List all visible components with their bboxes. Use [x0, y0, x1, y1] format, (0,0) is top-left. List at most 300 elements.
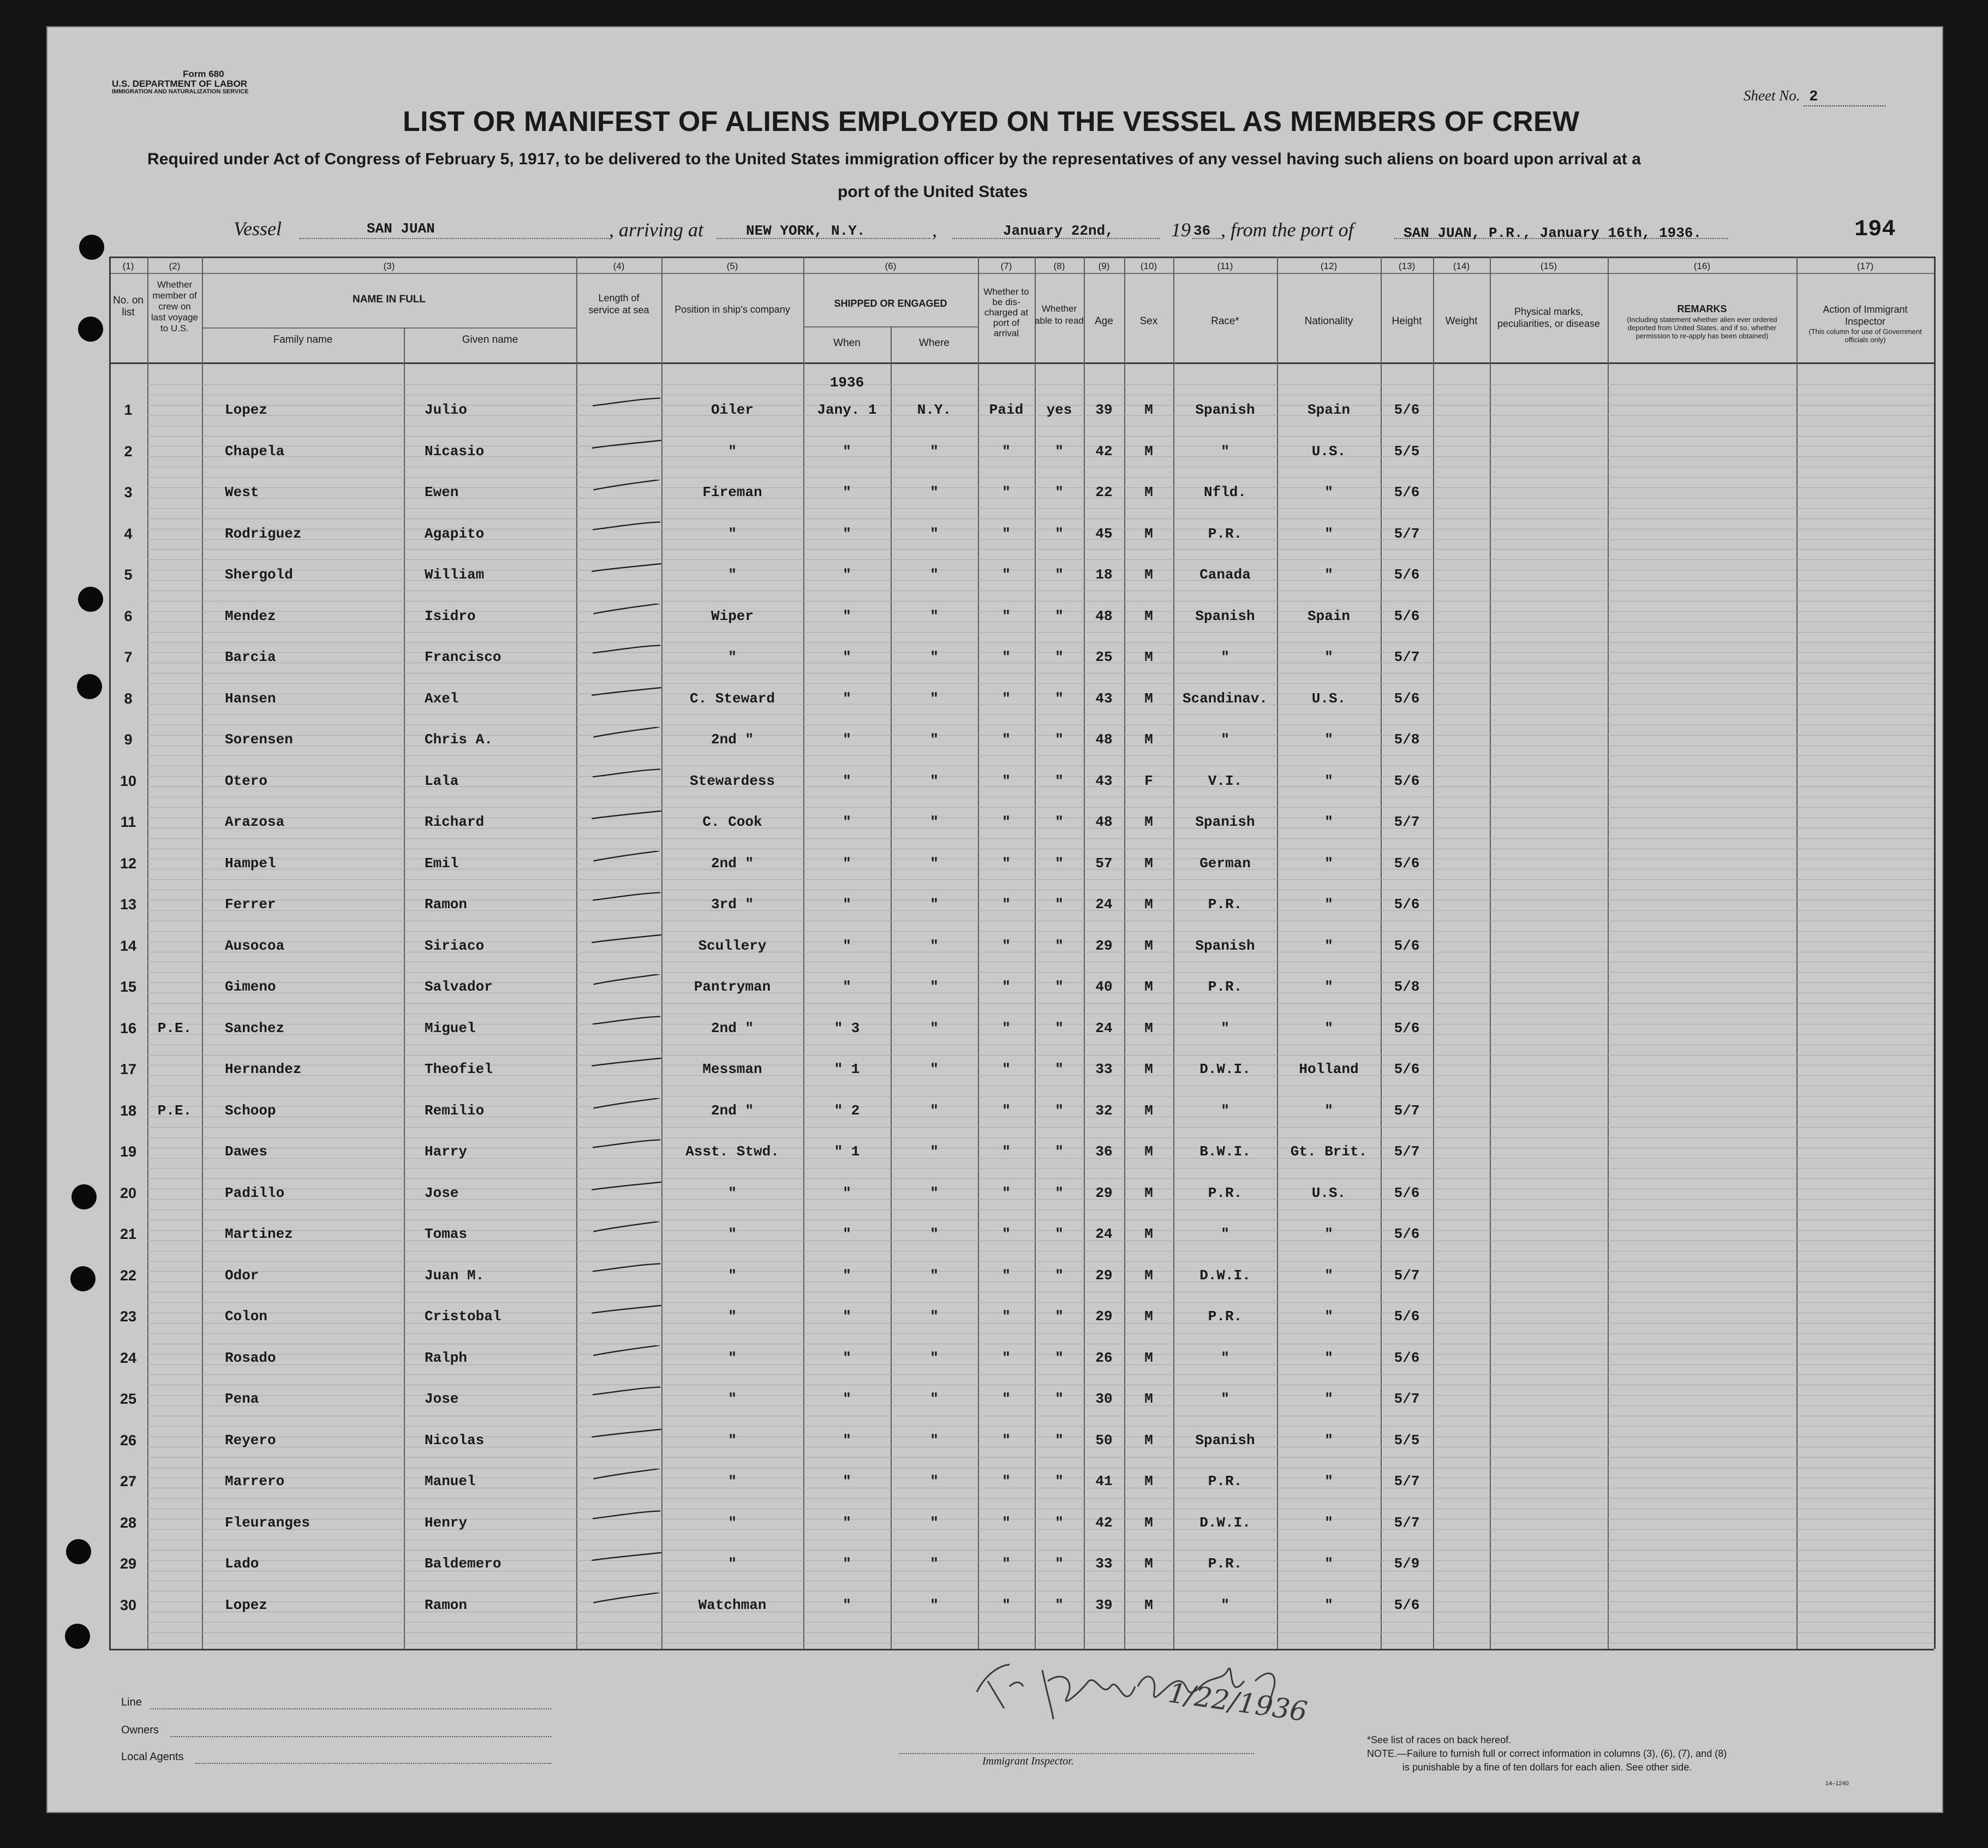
when-cell: ": [843, 484, 851, 500]
sex-cell: M: [1144, 567, 1153, 583]
when-cell: ": [843, 525, 851, 542]
col-number: (5): [726, 261, 738, 271]
read-cell: ": [1055, 1555, 1064, 1572]
when-cell: " 1: [834, 1143, 860, 1160]
sex-cell: M: [1144, 937, 1153, 954]
ruled-line: [147, 807, 1934, 808]
service-check-mark: [577, 809, 676, 824]
age-cell: 48: [1095, 731, 1113, 748]
nationality-cell: ": [1324, 1473, 1333, 1489]
sex-cell: M: [1144, 1267, 1153, 1284]
sex-cell: M: [1144, 1555, 1153, 1572]
age-cell: 32: [1095, 1102, 1113, 1119]
family-name-cell: Hampel: [225, 855, 276, 872]
from-port-label: , from the port of: [1221, 219, 1354, 241]
when-cell: ": [843, 1349, 851, 1366]
where-cell: ": [930, 484, 939, 500]
race-cell: Nfld.: [1203, 484, 1246, 500]
family-name-cell: Colon: [225, 1308, 268, 1325]
read-cell: ": [1055, 484, 1064, 500]
position-cell: Oiler: [711, 402, 754, 418]
race-cell: Spanish: [1195, 814, 1255, 830]
when-cell: ": [843, 814, 851, 830]
discharged-cell: ": [1002, 1226, 1011, 1242]
age-cell: 57: [1095, 855, 1113, 872]
service-check-mark: [577, 851, 676, 865]
service-check-mark: [577, 1428, 676, 1442]
where-cell: ": [930, 772, 939, 789]
local-agents-label: Local Agents: [121, 1751, 184, 1763]
header-number-rule: [109, 273, 1934, 274]
read-cell: ": [1055, 1432, 1064, 1448]
row-number: 21: [120, 1226, 137, 1242]
col-no-on-list: No. on list: [113, 295, 144, 318]
owners-label: Owners: [121, 1724, 159, 1736]
col-able-to-read: Whether able to read: [1035, 303, 1084, 326]
family-name-cell: Sorensen: [225, 731, 293, 748]
read-cell: ": [1055, 937, 1064, 954]
read-cell: ": [1055, 731, 1064, 748]
age-cell: 40: [1095, 979, 1113, 995]
given-name-cell: Manuel: [425, 1473, 476, 1489]
department-name: U.S. DEPARTMENT OF LABOR: [112, 79, 248, 89]
age-cell: 29: [1095, 937, 1113, 954]
family-name-cell: Chapela: [225, 443, 285, 460]
where-cell: ": [930, 1514, 939, 1531]
given-name-cell: Axel: [425, 690, 459, 707]
age-cell: 48: [1095, 607, 1113, 624]
read-cell: ": [1055, 1226, 1064, 1242]
row-number: 6: [124, 607, 133, 624]
where-cell: ": [930, 1143, 939, 1160]
height-cell: 5/8: [1394, 731, 1420, 748]
discharged-cell: ": [1002, 607, 1011, 624]
height-cell: 5/6: [1394, 1349, 1420, 1366]
when-cell: " 1: [834, 1061, 860, 1077]
service-check-mark: [577, 974, 676, 988]
races-note: *See list of races on back hereof.: [1367, 1734, 1512, 1745]
service-check-mark: [577, 1304, 676, 1318]
height-cell: 5/7: [1394, 1473, 1420, 1489]
row-number: 1: [124, 402, 133, 418]
family-name-cell: Hansen: [225, 690, 276, 707]
row-number: 8: [124, 690, 133, 707]
where-cell: ": [930, 567, 939, 583]
given-name-cell: Isidro: [425, 607, 476, 624]
row-number: 2: [124, 443, 133, 460]
nationality-cell: ": [1324, 484, 1333, 500]
when-cell: " 3: [834, 1020, 860, 1036]
ruled-line: [147, 1003, 1934, 1004]
ruled-line: [147, 384, 1934, 385]
nationality-cell: ": [1324, 1226, 1333, 1242]
height-cell: 5/8: [1394, 979, 1420, 995]
service-check-mark: [577, 1386, 676, 1400]
family-name-cell: Ferrer: [225, 896, 276, 913]
ruled-line: [147, 1302, 1934, 1303]
given-name-cell: Ralph: [425, 1349, 468, 1366]
discharged-cell: ": [1002, 1473, 1011, 1489]
read-cell: ": [1055, 690, 1064, 707]
when-cell: ": [843, 1391, 851, 1407]
given-name-cell: Theofiel: [425, 1061, 493, 1077]
when-cell: ": [843, 1267, 851, 1284]
position-cell: Messman: [702, 1061, 762, 1077]
position-cell: Scullery: [698, 937, 767, 954]
family-name-cell: Fleuranges: [225, 1514, 311, 1531]
service-check-mark: [577, 521, 676, 535]
ruled-line: [147, 931, 1934, 932]
read-cell: ": [1055, 979, 1064, 995]
read-cell: ": [1055, 1020, 1064, 1036]
year-note: 1936: [829, 374, 864, 391]
where-cell: ": [930, 1391, 939, 1407]
sex-cell: M: [1144, 484, 1153, 500]
arrival-date: January 22nd,: [1003, 223, 1114, 239]
given-name-cell: Harry: [425, 1143, 468, 1160]
age-cell: 26: [1095, 1349, 1113, 1366]
sex-cell: M: [1144, 1061, 1153, 1077]
where-cell: ": [930, 1308, 939, 1325]
arriving-port: NEW YORK, N.Y.: [746, 223, 865, 239]
service-check-mark: [577, 1263, 676, 1277]
position-cell: ": [728, 1267, 737, 1284]
col-number: (7): [1000, 261, 1012, 271]
given-name-cell: Juan M.: [425, 1267, 485, 1284]
height-cell: 5/7: [1394, 1102, 1420, 1119]
ruled-line: [147, 559, 1934, 560]
when-cell: Jany. 1: [817, 402, 877, 418]
race-cell: D.W.I.: [1199, 1061, 1251, 1077]
race-cell: ": [1221, 443, 1229, 460]
nationality-cell: ": [1324, 1267, 1333, 1284]
height-cell: 5/6: [1394, 1020, 1420, 1036]
row-number: 14: [120, 937, 137, 954]
sex-cell: M: [1144, 525, 1153, 542]
sex-cell: M: [1144, 1226, 1153, 1242]
family-name-cell: Ausocoa: [225, 937, 285, 954]
age-cell: 30: [1095, 1391, 1113, 1407]
discharged-cell: ": [1002, 1184, 1011, 1201]
position-cell: ": [728, 567, 737, 583]
family-name-cell: Mendez: [225, 607, 276, 624]
height-cell: 5/7: [1394, 649, 1420, 665]
manifest-title: LIST OR MANIFEST OF ALIENS EMPLOYED ON THE VESSEL AS MEMBERS OF CREW: [403, 106, 1580, 138]
row-number: 12: [120, 855, 137, 872]
ruled-line: [147, 508, 1934, 509]
penalty-note-2: is punishable by a fine of ten dollars for each alien. See other side.: [1402, 1762, 1692, 1773]
col-race: Race*: [1211, 315, 1239, 327]
nationality-cell: ": [1324, 525, 1333, 542]
read-cell: ": [1055, 1184, 1064, 1201]
given-name-cell: Francisco: [425, 649, 502, 665]
when-cell: ": [843, 979, 851, 995]
given-name-cell: Julio: [425, 402, 468, 418]
given-name-cell: Ramon: [425, 896, 468, 913]
service-check-mark: [577, 1221, 676, 1236]
nationality-cell: Holland: [1299, 1061, 1359, 1077]
height-cell: 5/6: [1394, 402, 1420, 418]
sex-cell: M: [1144, 814, 1153, 830]
age-cell: 45: [1095, 525, 1113, 542]
row-number: 16: [120, 1020, 137, 1036]
discharged-cell: ": [1002, 1061, 1011, 1077]
position-cell: ": [728, 1473, 737, 1489]
race-cell: P.R.: [1208, 1555, 1243, 1572]
discharged-cell: ": [1002, 1432, 1011, 1448]
read-cell: yes: [1046, 402, 1072, 418]
ruled-line: [147, 1168, 1934, 1169]
row-number: 15: [120, 979, 137, 995]
given-name-cell: Nicolas: [425, 1432, 485, 1448]
position-cell: 2nd ": [711, 731, 754, 748]
given-name-cell: Agapito: [425, 525, 485, 542]
discharged-cell: ": [1002, 1020, 1011, 1036]
row-number: 9: [124, 731, 133, 748]
race-cell: ": [1221, 1349, 1229, 1366]
discharged-cell: ": [1002, 1308, 1011, 1325]
where-cell: ": [930, 937, 939, 954]
row-number: 23: [120, 1308, 137, 1325]
ruled-line: [147, 972, 1934, 973]
read-cell: ": [1055, 1143, 1064, 1160]
given-name-cell: Henry: [425, 1514, 468, 1531]
family-name-cell: Rodriguez: [225, 525, 302, 542]
sex-cell: M: [1144, 649, 1153, 665]
position-cell: ": [728, 1432, 737, 1448]
col-physical-marks: Physical marks, peculiarities, or disease: [1497, 306, 1601, 329]
col-position: Position in ship's company: [674, 304, 790, 315]
nationality-cell: ": [1324, 1555, 1333, 1572]
discharged-cell: ": [1002, 855, 1011, 872]
height-cell: 5/6: [1394, 855, 1420, 872]
position-cell: C. Cook: [702, 814, 762, 830]
col-remarks-sub: (Including statement whether alien ever ordered deported from United States, and if so, whether permission to re-apply has been obtained): [1627, 315, 1777, 340]
ruled-line: [147, 549, 1934, 550]
family-name-cell: Lopez: [225, 402, 268, 418]
sex-cell: F: [1144, 772, 1153, 789]
position-cell: ": [728, 1349, 737, 1366]
discharged-cell: ": [1002, 937, 1011, 954]
discharged-cell: ": [1002, 1349, 1011, 1366]
height-cell: 5/6: [1394, 1596, 1420, 1613]
discharged-cell: ": [1002, 1391, 1011, 1407]
discharged-cell: ": [1002, 979, 1011, 995]
race-cell: ": [1221, 1102, 1229, 1119]
col-number: (4): [613, 261, 625, 271]
col-number: (16): [1693, 261, 1711, 271]
position-cell: ": [728, 443, 737, 460]
race-cell: B.W.I.: [1199, 1143, 1251, 1160]
read-cell: ": [1055, 567, 1064, 583]
ruled-line: [147, 1498, 1934, 1499]
nationality-cell: U.S.: [1311, 690, 1346, 707]
read-cell: ": [1055, 896, 1064, 913]
col-last-voyage: Whether member of crew on last voyage to U.S.: [151, 279, 198, 333]
row-number: 10: [120, 772, 137, 789]
ruled-line: [147, 1374, 1934, 1375]
family-name-cell: Dawes: [225, 1143, 268, 1160]
nationality-cell: Spain: [1307, 607, 1350, 624]
age-cell: 41: [1095, 1473, 1113, 1489]
sex-cell: M: [1144, 1143, 1153, 1160]
height-cell: 5/5: [1394, 443, 1420, 460]
discharged-cell: ": [1002, 1555, 1011, 1572]
family-name-cell: Lopez: [225, 1596, 268, 1613]
position-cell: Fireman: [702, 484, 762, 500]
where-cell: ": [930, 690, 939, 707]
when-cell: ": [843, 690, 851, 707]
nationality-cell: ": [1324, 772, 1333, 789]
column-rule: [1796, 257, 1798, 1649]
col-shipped-engaged: SHIPPED OR ENGAGED: [834, 298, 947, 309]
position-cell: ": [728, 1226, 737, 1242]
immigrant-inspector-label: Immigrant Inspector.: [982, 1755, 1074, 1767]
race-cell: D.W.I.: [1199, 1514, 1251, 1531]
col-height: Height: [1392, 315, 1422, 327]
service-check-mark: [577, 727, 676, 741]
signature-date: 1/22/1936: [1166, 1677, 1310, 1728]
nationality-cell: ": [1324, 567, 1333, 583]
read-cell: ": [1055, 1267, 1064, 1284]
given-name-cell: Ramon: [425, 1596, 468, 1613]
table-top-rule: [109, 257, 1934, 258]
age-cell: 29: [1095, 1184, 1113, 1201]
family-name-cell: Rosado: [225, 1349, 276, 1366]
col-remarks: REMARKS: [1677, 303, 1727, 314]
given-name-cell: Remilio: [425, 1102, 485, 1119]
discharged-cell: ": [1002, 731, 1011, 748]
when-cell: ": [843, 731, 851, 748]
form-code: 14–1240: [1825, 1780, 1849, 1787]
arriving-label: , arriving at: [609, 219, 704, 241]
sex-cell: M: [1144, 443, 1153, 460]
where-cell: N.Y.: [917, 402, 952, 418]
col-number: (12): [1320, 261, 1338, 271]
position-cell: C. Steward: [689, 690, 775, 707]
position-cell: Pantryman: [694, 979, 771, 995]
when-cell: ": [843, 772, 851, 789]
row-number: 30: [120, 1596, 137, 1613]
row-number: 25: [120, 1391, 137, 1407]
from-port: SAN JUAN, P.R., January 16th, 1936.: [1404, 225, 1702, 241]
read-cell: ": [1055, 649, 1064, 665]
when-cell: ": [843, 649, 851, 665]
discharged-cell: Paid: [989, 402, 1024, 418]
col-number: (2): [169, 261, 181, 271]
when-cell: ": [843, 1555, 851, 1572]
read-cell: ": [1055, 855, 1064, 872]
service-check-mark: [577, 933, 676, 947]
when-cell: ": [843, 443, 851, 460]
age-cell: 33: [1095, 1555, 1113, 1572]
where-cell: ": [930, 1432, 939, 1448]
ruled-line: [147, 477, 1934, 478]
column-rule: [1934, 257, 1936, 1649]
read-cell: ": [1055, 1102, 1064, 1119]
where-cell: ": [930, 1102, 939, 1119]
row-number: 3: [124, 484, 133, 500]
service-check-mark: [577, 604, 676, 618]
family-name-cell: Otero: [225, 772, 268, 789]
family-name-cell: Lado: [225, 1555, 259, 1572]
header-bottom-rule: [109, 362, 1934, 364]
read-cell: ": [1055, 1596, 1064, 1613]
position-cell: 2nd ": [711, 855, 754, 872]
nationality-cell: ": [1324, 1349, 1333, 1366]
given-name-cell: Emil: [425, 855, 459, 872]
when-cell: ": [843, 1432, 851, 1448]
race-cell: V.I.: [1208, 772, 1243, 789]
col-discharged: Whether to be dis-charged at port of arrival: [983, 287, 1029, 338]
family-name-cell: Martinez: [225, 1226, 293, 1242]
discharged-cell: ": [1002, 567, 1011, 583]
read-cell: ": [1055, 1308, 1064, 1325]
form-number: Form 680: [183, 69, 224, 79]
given-name-cell: Ewen: [425, 484, 459, 500]
position-cell: Stewardess: [689, 772, 775, 789]
last-voyage-cell: P.E.: [157, 1020, 192, 1036]
height-cell: 5/6: [1394, 607, 1420, 624]
age-cell: 42: [1095, 443, 1113, 460]
row-number: 19: [120, 1143, 137, 1160]
height-cell: 5/9: [1394, 1555, 1420, 1572]
nationality-cell: U.S.: [1311, 1184, 1346, 1201]
col-inspector-action: Action of Immigrant Inspector: [1823, 304, 1908, 327]
ruled-line: [147, 714, 1934, 715]
where-cell: ": [930, 1226, 939, 1242]
where-cell: ": [930, 979, 939, 995]
read-cell: ": [1055, 1061, 1064, 1077]
year-suffix: 36: [1193, 223, 1211, 239]
position-cell: 2nd ": [711, 1020, 754, 1036]
family-name-cell: Reyero: [225, 1432, 276, 1448]
row-number: 27: [120, 1473, 137, 1489]
column-rule: [1608, 257, 1609, 1649]
sex-cell: M: [1144, 731, 1153, 748]
ruled-line: [147, 1457, 1934, 1458]
age-cell: 39: [1095, 1596, 1113, 1613]
family-name-cell: Marrero: [225, 1473, 285, 1489]
nationality-cell: ": [1324, 1596, 1333, 1613]
ruled-line: [147, 755, 1934, 756]
column-rule: [404, 327, 405, 1649]
given-name-cell: Siriaco: [425, 937, 485, 954]
age-cell: 48: [1095, 814, 1113, 830]
nationality-cell: Gt. Brit.: [1290, 1143, 1368, 1160]
ruled-line: [147, 1209, 1934, 1210]
line-label: Line: [121, 1696, 142, 1708]
row-number: 11: [120, 814, 136, 830]
race-cell: ": [1221, 1596, 1229, 1613]
when-cell: ": [843, 567, 851, 583]
where-cell: ": [930, 1473, 939, 1489]
race-cell: ": [1221, 1226, 1229, 1242]
given-name-cell: Richard: [425, 814, 485, 830]
sex-cell: M: [1144, 979, 1153, 995]
nationality-cell: U.S.: [1311, 443, 1346, 460]
col-inspector-sub: (This column for use of Government officials only): [1808, 327, 1922, 344]
col-given-name: Given name: [462, 334, 518, 345]
row-number: 28: [120, 1514, 137, 1531]
row-number: 26: [120, 1432, 137, 1448]
where-cell: ": [930, 1020, 939, 1036]
where-cell: ": [930, 1184, 939, 1201]
service-check-mark: [577, 645, 676, 659]
ruled-line: [147, 1261, 1934, 1262]
col-when: When: [833, 337, 861, 349]
position-cell: ": [728, 1391, 737, 1407]
